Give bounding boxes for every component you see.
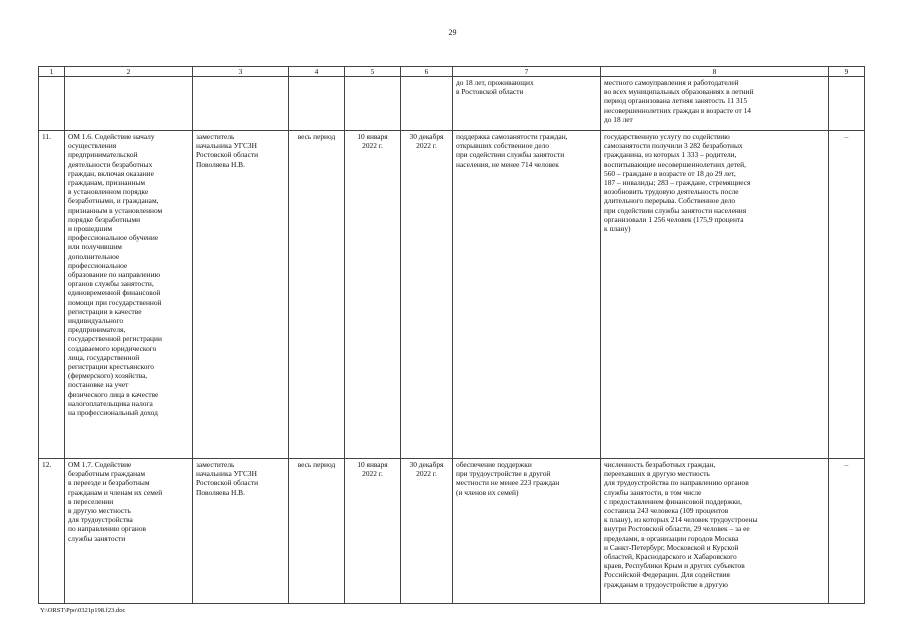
column-number: 3 xyxy=(193,67,289,77)
column-number: 7 xyxy=(453,67,601,77)
row-number: 12. xyxy=(39,459,65,604)
report-cell: государственную услугу по содействию самозанятости получили 3 282 безработных гражданина, из которых 1 333 – родители, воспитывающие несовершеннолетних детей, 560 – граждане в возрасте от 18 до 29 лет, 187 – инвалиды; 283 – граждане, стремящиеся возобновить трудовую деятельность после длительного перерыва. Собственное дело при содействии службы занятости населения организовали 1 256 человек (175,9 процента к плану) xyxy=(601,131,829,459)
column-number: 9 xyxy=(829,67,865,77)
responsible-cell: заместитель начальника УГСЗН Ростовской области Поволяева Н.В. xyxy=(193,459,289,604)
event-cell: ОМ 1.7. Содействие безработным гражданам в переезде и безработным гражданам и членам их семей в переселении в другую местность для трудоустройства по направлению органов службы занятости xyxy=(65,459,193,604)
column-number: 4 xyxy=(289,67,345,77)
responsible-cell: заместитель начальника УГСЗН Ростовской области Поволяева Н.В. xyxy=(193,131,289,459)
report-cell: местного самоуправления и работодателей во всех муниципальных образованиях в летний период организована летняя занятость 11 315 несовершеннолетних граждан в возрасте от 14 до 18 лет xyxy=(601,77,829,131)
end-date-cell xyxy=(401,77,453,131)
end-date-cell: 30 декабря 2022 г. xyxy=(401,459,453,604)
event-cell xyxy=(65,77,193,131)
column-number: 8 xyxy=(601,67,829,77)
row-number xyxy=(39,77,65,131)
page-number: 29 xyxy=(448,28,457,37)
start-date-cell: 10 января 2022 г. xyxy=(345,459,401,604)
start-date-cell: 10 января 2022 г. xyxy=(345,131,401,459)
result-cell: поддержка самозанятости граждан, открывших собственное дело при содействии службы занятости населения, не менее 714 человек xyxy=(453,131,601,459)
event-cell: ОМ 1.6. Содействие началу осуществления предпринимательской деятельности безработных граждан, включая оказание гражданам, признанным в установленном порядке безработными, и гражданам, признанным в установленном порядке безработными и прошедшим профессиональное обучение или получившим дополнительное профессиональное образование по направлению органов службы занятости, единовременной финансовой помощи при государственной регистрации в качестве индивидуального предпринимателя, государственной регистрации создаваемого юридического лица, государственной регистрации крестьянского (фермерского) хозяйства, постановке на учет физического лица в качестве налогоплательщика налога на профессиональный доход xyxy=(65,131,193,459)
table-row xyxy=(39,77,865,131)
table-row xyxy=(39,131,865,459)
responsible-cell xyxy=(193,77,289,131)
document-table xyxy=(38,66,865,604)
note-cell: – xyxy=(829,131,865,459)
result-cell: обеспечение поддержки при трудоустройстве в другой местности не менее 223 граждан (и членов их семей) xyxy=(453,459,601,604)
row-number: 11. xyxy=(39,131,65,459)
result-cell: до 18 лет, проживающих в Ростовской области xyxy=(453,77,601,131)
note-cell xyxy=(829,77,865,131)
column-number: 5 xyxy=(345,67,401,77)
column-number: 1 xyxy=(39,67,65,77)
column-number: 2 xyxy=(65,67,193,77)
period-cell: весь период xyxy=(289,131,345,459)
table-row xyxy=(39,459,865,604)
start-date-cell xyxy=(345,77,401,131)
column-number: 6 xyxy=(401,67,453,77)
column-number-row xyxy=(39,67,865,77)
end-date-cell: 30 декабря 2022 г. xyxy=(401,131,453,459)
footer-file-path: Y:\ORST\Ppo\0321p198.f23.doc xyxy=(40,607,126,614)
period-cell xyxy=(289,77,345,131)
report-cell: численность безработных граждан, переехавших в другую местность для трудоустройства по направлению органов службы занятости, в том числе с предоставлением финансовой поддержки, составила 243 человека (109 процентов к плану), из которых 214 человек трудоустроены внутри Ростовской области, 29 человек – за ее пределами, в организации городов Москва и Санкт-Петербург, Московской и Курской областей, Краснодарского и Хабаровского краев, Республики Крым и других субъектов Российской Федерации. Для содействия гражданам в трудоустройстве в другую xyxy=(601,459,829,604)
period-cell: весь период xyxy=(289,459,345,604)
note-cell: – xyxy=(829,459,865,604)
